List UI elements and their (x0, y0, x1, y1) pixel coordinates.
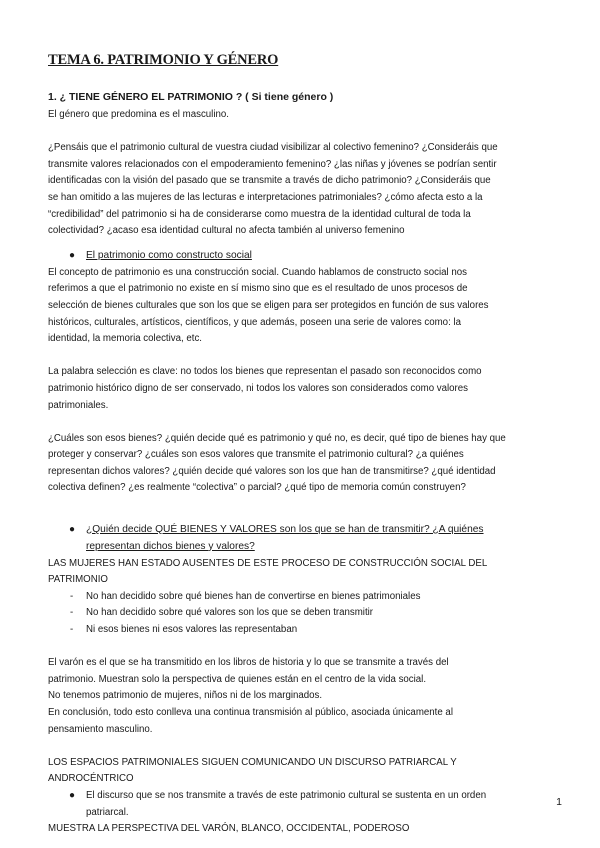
questions-line: identificadas con la visión del pasado que se transmite a través de dicho patrimonio? ¿Consideráis que (48, 175, 491, 187)
dash-list-item: - Ni esos bienes ni esos valores las representaban (48, 622, 552, 639)
bullet-dot-icon: ● (69, 789, 76, 801)
sub-bullet-continuation: patriarcal. (86, 806, 129, 818)
page-content (48, 52, 552, 838)
caps-statement-line: LOS ESPACIOS PATRIMONIALES SIGUEN COMUNICANDO UN DISCURSO PATRIARCAL Y (48, 756, 457, 768)
paragraph-line: En conclusión, todo esto conlleva una continua transmisión al público, asociada únicamente al (48, 707, 453, 718)
questions-line: ¿Pensáis que el patrimonio cultural de vuestra ciudad visibilizar al colectivo femenino? ¿Consideráis que (48, 142, 498, 154)
page-number: 1 (556, 796, 562, 808)
paragraph-line: patrimonio. Muestran solo la perspectiva de quienes están en el centro de la vida social. (48, 673, 427, 685)
questions-line: transmite valores relacionados con el empoderamiento femenino? ¿las niñas y jóvenes se podrían sentir (48, 158, 497, 170)
bullet-dot-icon: ● (69, 249, 76, 261)
dash-icon: - (70, 624, 74, 636)
caps-statement-line: ANDROCÉNTRICO (48, 773, 134, 785)
caps-statement-line: PATRIMONIO (48, 574, 108, 586)
section-heading: 1. ¿ TIENE GÉNERO EL PATRIMONIO ? ( Si tiene género ) (48, 91, 334, 103)
dash-icon: - (70, 607, 74, 619)
dash-list-item: - No han decidido sobre qué valores son los que se deben transmitir (48, 605, 552, 622)
paragraph-line: El concepto de patrimonio es una construcción social. Cuando hablamos de constructo social nos (48, 266, 467, 278)
section-intro: El género que predomina es el masculino. (48, 109, 229, 120)
questions-line: colectividad? ¿acaso esa identidad cultural no afecta también al universo femenino (48, 225, 405, 237)
questions-line: se han omitido a las mujeres de las lecturas e interpretaciones patrimoniales? ¿cómo afecta esto a la (48, 191, 483, 203)
sub-bullet-item: ● El discurso que se nos transmite a través de este patrimonio cultural se sustenta en un orden (48, 788, 552, 805)
bullet-dot-icon: ● (69, 523, 76, 535)
paragraph-line: pensamiento masculino. (48, 723, 153, 735)
paragraph-line: patrimoniales. (48, 399, 109, 411)
paragraph-line: colectiva definen? ¿es realmente “colectiva” o parcial? ¿qué tipo de memoria común construyen? (48, 482, 466, 494)
caps-final-statement: MUESTRA LA PERSPECTIVA DEL VARÓN, BLANCO, OCCIDENTAL, PODEROSO (48, 823, 410, 835)
bullet-heading-continuation: representan dichos bienes y valores? (86, 540, 255, 552)
caps-statement-line: LAS MUJERES HAN ESTADO AUSENTES DE ESTE PROCESO DE CONSTRUCCIÓN SOCIAL DEL (48, 557, 488, 569)
paragraph-line: patrimonio histórico digno de ser conservado, ni todos los valores son considerados como valores (48, 382, 469, 394)
paragraph-line: selección de bienes culturales que son los que se eligen para ser protegidos en función de sus valores (48, 299, 489, 311)
paragraph-line: proteger y conservar? ¿cuáles son esos valores que transmite el patrimonio cultural? ¿a quiénes (48, 449, 464, 461)
questions-line: “credibilidad” del patrimonio si ha de considerarse como muestra de la identidad cultural de toda la (48, 208, 471, 220)
dash-list-item: - No han decidido sobre qué bienes han de convertirse en bienes patrimoniales (48, 589, 552, 606)
page-title: TEMA 6. PATRIMONIO Y GÉNERO (48, 52, 279, 68)
paragraph-line: históricos, culturales, artísticos, científicos, y que además, poseen una serie de valores como: la (48, 316, 461, 328)
bullet-heading-quien-decide: ● ¿Quién decide QUÉ BIENES Y VALORES son los que se han de transmitir? ¿A quiénes (48, 522, 552, 538)
paragraph-line: ¿Cuáles son esos bienes? ¿quién decide qué es patrimonio y qué no, es decir, qué tipo de bienes hay que (48, 432, 506, 444)
bullet-heading-constructo: ● El patrimonio como constructo social (48, 248, 552, 264)
paragraph-line: referimos a que el patrimonio no existe en sí mismo sino que es el resultado de unos procesos de (48, 283, 468, 295)
paragraph-line: No tenemos patrimonio de mujeres, niños ni de los marginados. (48, 690, 323, 702)
paragraph-line: identidad, la memoria colectiva, etc. (48, 333, 202, 345)
paragraph-line: El varón es el que se ha transmitido en los libros de historia y lo que se transmite a través del (48, 657, 449, 669)
paragraph-line: La palabra selección es clave: no todos los bienes que representan el pasado son reconocidos como (48, 366, 482, 378)
dash-icon: - (70, 590, 74, 602)
paragraph-line: representan dichos valores? ¿quién decide qué valores son los que han de transmitirse? ¿qué identidad (48, 465, 496, 477)
